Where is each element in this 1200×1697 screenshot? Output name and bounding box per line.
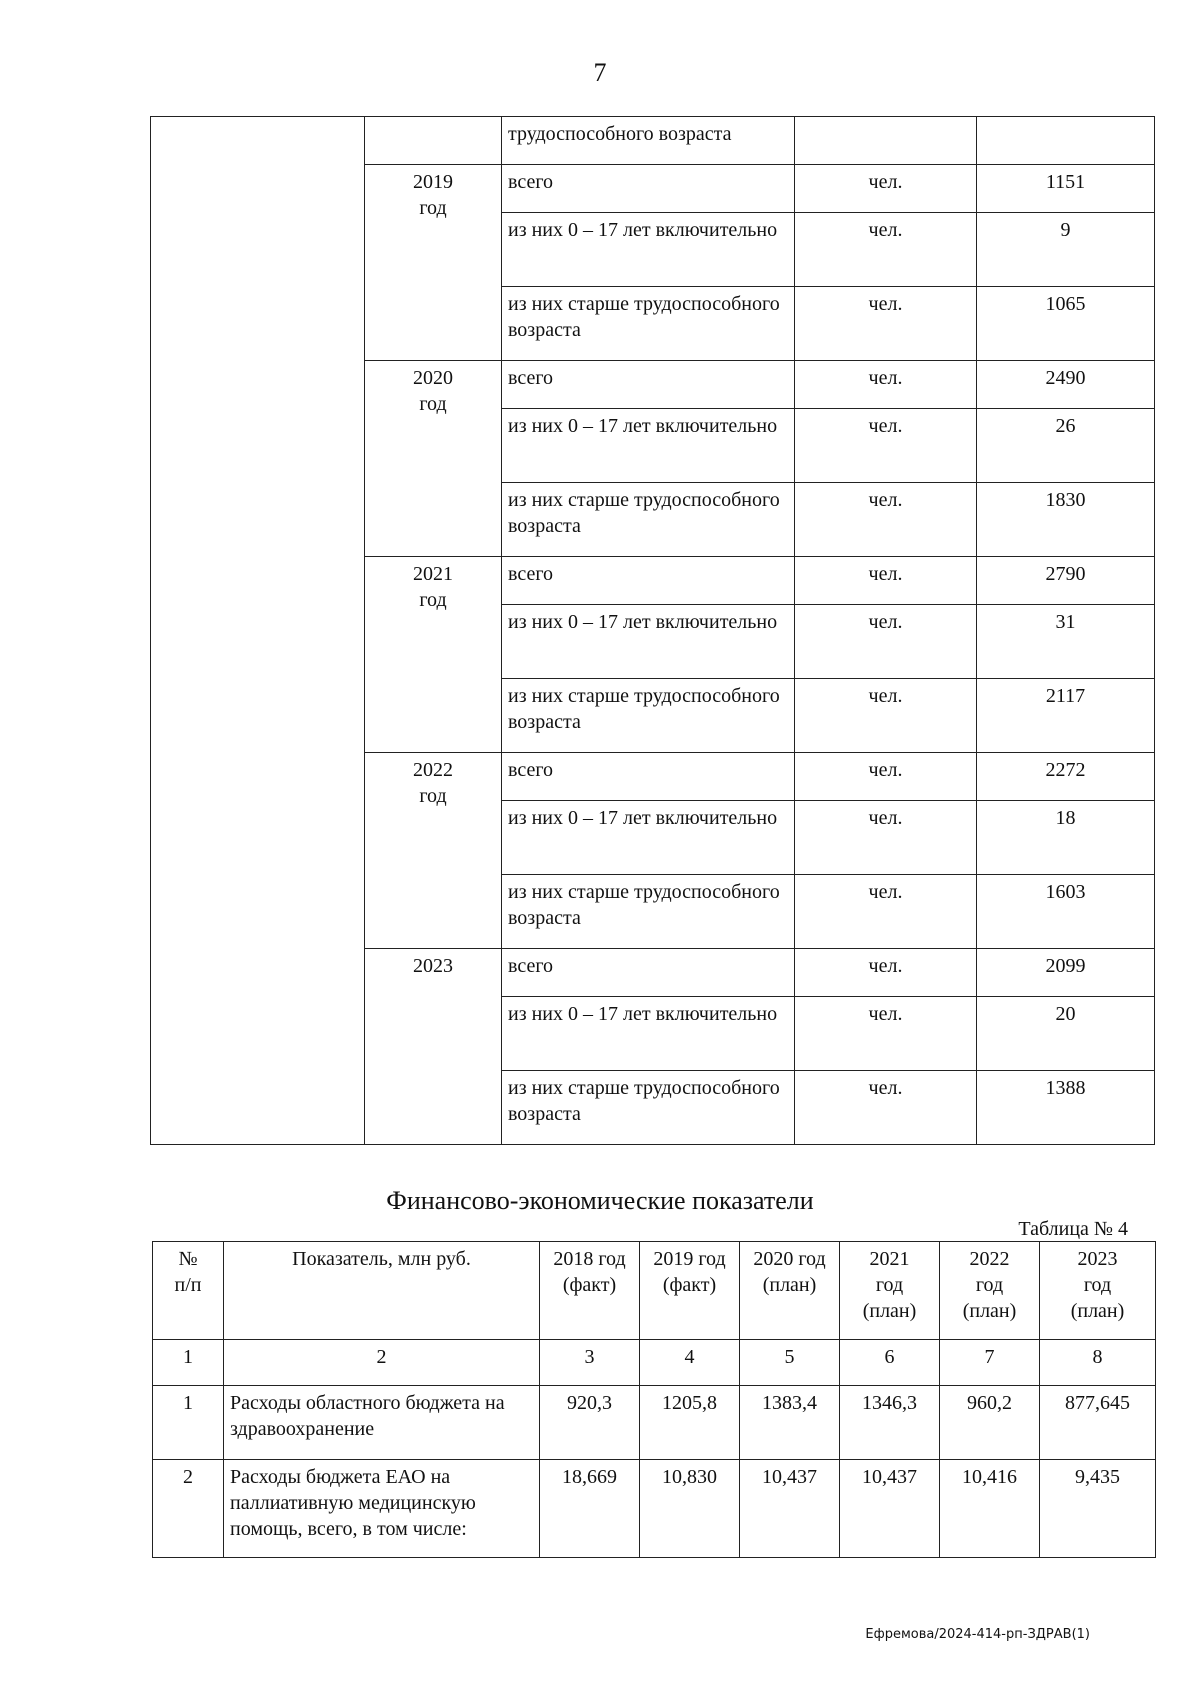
unit-cell: чел. bbox=[795, 213, 977, 287]
value-cell: 20 bbox=[977, 997, 1155, 1071]
column-header: 2022 год (план) bbox=[940, 1242, 1040, 1340]
document-footer: Ефремова/2024-414-рп-ЗДРАВ(1) bbox=[865, 1627, 1090, 1642]
row-label: из них старше трудоспособного возраста bbox=[502, 483, 795, 557]
year-cell bbox=[365, 117, 502, 165]
column-header: 2020 год (план) bbox=[740, 1242, 840, 1340]
table-label: Таблица № 4 bbox=[1018, 1218, 1128, 1240]
page-number: 7 bbox=[593, 58, 607, 87]
column-header: 2018 год (факт) bbox=[540, 1242, 640, 1340]
column-number: 8 bbox=[1040, 1340, 1156, 1386]
row-label: из них 0 – 17 лет включительно bbox=[502, 801, 795, 875]
unit-cell: чел. bbox=[795, 165, 977, 213]
unit-cell: чел. bbox=[795, 801, 977, 875]
value-cell: 1388 bbox=[977, 1071, 1155, 1145]
value-cell: 920,3 bbox=[540, 1386, 640, 1460]
year-cell: 2020 год bbox=[365, 361, 502, 557]
table-header-row bbox=[153, 1242, 1156, 1340]
value-cell: 1383,4 bbox=[740, 1386, 840, 1460]
unit-cell: чел. bbox=[795, 483, 977, 557]
value-cell: 1205,8 bbox=[640, 1386, 740, 1460]
value-cell: 2790 bbox=[977, 557, 1155, 605]
value-cell: 10,437 bbox=[840, 1460, 940, 1558]
row-label: из них старше трудоспособного возраста bbox=[502, 287, 795, 361]
column-header: 2021 год (план) bbox=[840, 1242, 940, 1340]
row-label: из них 0 – 17 лет включительно bbox=[502, 605, 795, 679]
value-cell: 10,437 bbox=[740, 1460, 840, 1558]
column-number: 5 bbox=[740, 1340, 840, 1386]
unit-cell: чел. bbox=[795, 605, 977, 679]
value-cell: 10,830 bbox=[640, 1460, 740, 1558]
indicator-cell: Расходы областного бюджета на здравоохранение bbox=[224, 1386, 540, 1460]
indicator-name-cell bbox=[151, 117, 365, 1145]
row-label: из них 0 – 17 лет включительно bbox=[502, 409, 795, 483]
column-number: 7 bbox=[940, 1340, 1040, 1386]
column-number: 6 bbox=[840, 1340, 940, 1386]
unit-cell: чел. bbox=[795, 997, 977, 1071]
value-cell: 18 bbox=[977, 801, 1155, 875]
value-cell: 1 bbox=[153, 1386, 224, 1460]
unit-cell: чел. bbox=[795, 875, 977, 949]
value-cell: 1346,3 bbox=[840, 1386, 940, 1460]
financial-table bbox=[152, 1241, 1156, 1558]
unit-cell: чел. bbox=[795, 753, 977, 801]
value-cell: 2099 bbox=[977, 949, 1155, 997]
table-row bbox=[153, 1460, 1156, 1558]
value-cell: 2272 bbox=[977, 753, 1155, 801]
row-label: из них 0 – 17 лет включительно bbox=[502, 213, 795, 287]
value-cell: 10,416 bbox=[940, 1460, 1040, 1558]
column-header: 2019 год (факт) bbox=[640, 1242, 740, 1340]
unit-cell: чел. bbox=[795, 949, 977, 997]
column-number: 3 bbox=[540, 1340, 640, 1386]
value-cell: 1603 bbox=[977, 875, 1155, 949]
row-label: из них старше трудоспособного возраста bbox=[502, 1071, 795, 1145]
value-cell: 1830 bbox=[977, 483, 1155, 557]
row-label: всего bbox=[502, 557, 795, 605]
table-row bbox=[151, 117, 1155, 165]
row-label: из них старше трудоспособного возраста bbox=[502, 875, 795, 949]
value-cell: 2117 bbox=[977, 679, 1155, 753]
column-header: № п/п bbox=[153, 1242, 224, 1340]
value-cell: 2 bbox=[153, 1460, 224, 1558]
value-cell: 9 bbox=[977, 213, 1155, 287]
row-label: всего bbox=[502, 165, 795, 213]
value-cell: 26 bbox=[977, 409, 1155, 483]
unit-cell: чел. bbox=[795, 679, 977, 753]
unit-cell: чел. bbox=[795, 287, 977, 361]
year-cell: 2019 год bbox=[365, 165, 502, 361]
value-cell: 31 bbox=[977, 605, 1155, 679]
value-cell: 1065 bbox=[977, 287, 1155, 361]
value-cell: 960,2 bbox=[940, 1386, 1040, 1460]
section-title: Финансово-экономические показатели bbox=[386, 1186, 814, 1215]
column-header: Показатель, млн руб. bbox=[224, 1242, 540, 1340]
year-cell: 2023 bbox=[365, 949, 502, 1145]
year-cell: 2022 год bbox=[365, 753, 502, 949]
column-number: 2 bbox=[224, 1340, 540, 1386]
value-cell: 877,645 bbox=[1040, 1386, 1156, 1460]
row-label: из них старше трудоспособного возраста bbox=[502, 679, 795, 753]
column-header: 2023 год (план) bbox=[1040, 1242, 1156, 1340]
unit-cell: чел. bbox=[795, 409, 977, 483]
column-number: 1 bbox=[153, 1340, 224, 1386]
value-cell bbox=[977, 117, 1155, 165]
row-label: всего bbox=[502, 753, 795, 801]
table-row bbox=[153, 1386, 1156, 1460]
value-cell: 2490 bbox=[977, 361, 1155, 409]
unit-cell: чел. bbox=[795, 1071, 977, 1145]
value-cell: 9,435 bbox=[1040, 1460, 1156, 1558]
unit-cell bbox=[795, 117, 977, 165]
row-label: всего bbox=[502, 361, 795, 409]
column-number-row bbox=[153, 1340, 1156, 1386]
row-label: из них 0 – 17 лет включительно bbox=[502, 997, 795, 1071]
indicator-table-continued bbox=[150, 116, 1155, 1145]
unit-cell: чел. bbox=[795, 361, 977, 409]
unit-cell: чел. bbox=[795, 557, 977, 605]
column-number: 4 bbox=[640, 1340, 740, 1386]
row-label: всего bbox=[502, 949, 795, 997]
row-label: трудоспособного возраста bbox=[502, 117, 795, 165]
value-cell: 1151 bbox=[977, 165, 1155, 213]
value-cell: 18,669 bbox=[540, 1460, 640, 1558]
indicator-cell: Расходы бюджета ЕАО на паллиативную медицинскую помощь, всего, в том числе: bbox=[224, 1460, 540, 1558]
year-cell: 2021 год bbox=[365, 557, 502, 753]
